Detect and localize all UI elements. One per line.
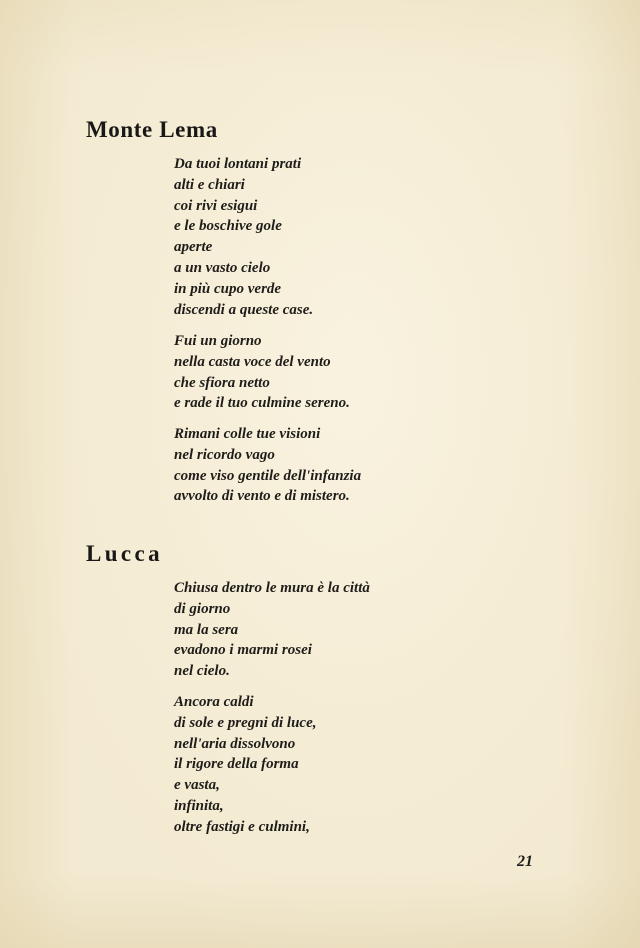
stanza: [174, 578, 370, 682]
verse-line: e rade il tuo culmine sereno.: [174, 395, 350, 412]
verse-line: il rigore della forma: [174, 756, 299, 773]
verse-line: Chiusa dentro le mura è la città: [174, 580, 370, 596]
verse-line: nel ricordo vago: [174, 446, 275, 463]
verse-line: aperte: [174, 239, 213, 256]
verse-line: oltre fastigi e culmini,: [174, 818, 310, 835]
stanza: [174, 154, 313, 320]
verse-line: alti e chiari: [174, 176, 245, 193]
verse-line: a un vasto cielo: [174, 259, 271, 276]
verse-line: di sole e pregni di luce,: [174, 714, 317, 731]
verse-line: Da tuoi lontani prati: [174, 156, 302, 172]
verse-line: nella casta voce del vento: [174, 353, 331, 370]
verse-line: infinita,: [174, 797, 224, 814]
verse-line: Rimani colle tue visioni: [174, 426, 321, 442]
verse-line: Fui un giorno: [174, 333, 262, 349]
verse-line: e le boschive gole: [174, 218, 282, 235]
verse-line: in più cupo verde: [174, 280, 282, 297]
verse-line: nell'aria dissolvono: [174, 735, 296, 752]
verse-line: Ancora caldi: [174, 694, 254, 710]
stanza: [174, 692, 317, 838]
verse-line: discendi a queste case.: [174, 301, 314, 318]
page-number: 21: [517, 853, 533, 870]
verse-line: come viso gentile dell'infanzia: [174, 467, 362, 484]
verse-line: avvolto di vento e di mistero.: [174, 488, 350, 505]
stanza: [174, 331, 350, 414]
verse-line: di giorno: [174, 600, 231, 617]
verse-line: nel cielo.: [174, 663, 230, 680]
verse-line: coi rivi esigui: [174, 197, 258, 214]
poem-title-lucca: Lucca: [86, 541, 164, 566]
poem-title-monte-lema: Monte Lema: [86, 117, 218, 142]
verse-line: ma la sera: [174, 621, 239, 638]
verse-line: evadono i marmi rosei: [174, 642, 312, 659]
stanza: [174, 424, 361, 507]
verse-line: che sfiora netto: [174, 374, 270, 391]
verse-line: e vasta,: [174, 777, 220, 794]
